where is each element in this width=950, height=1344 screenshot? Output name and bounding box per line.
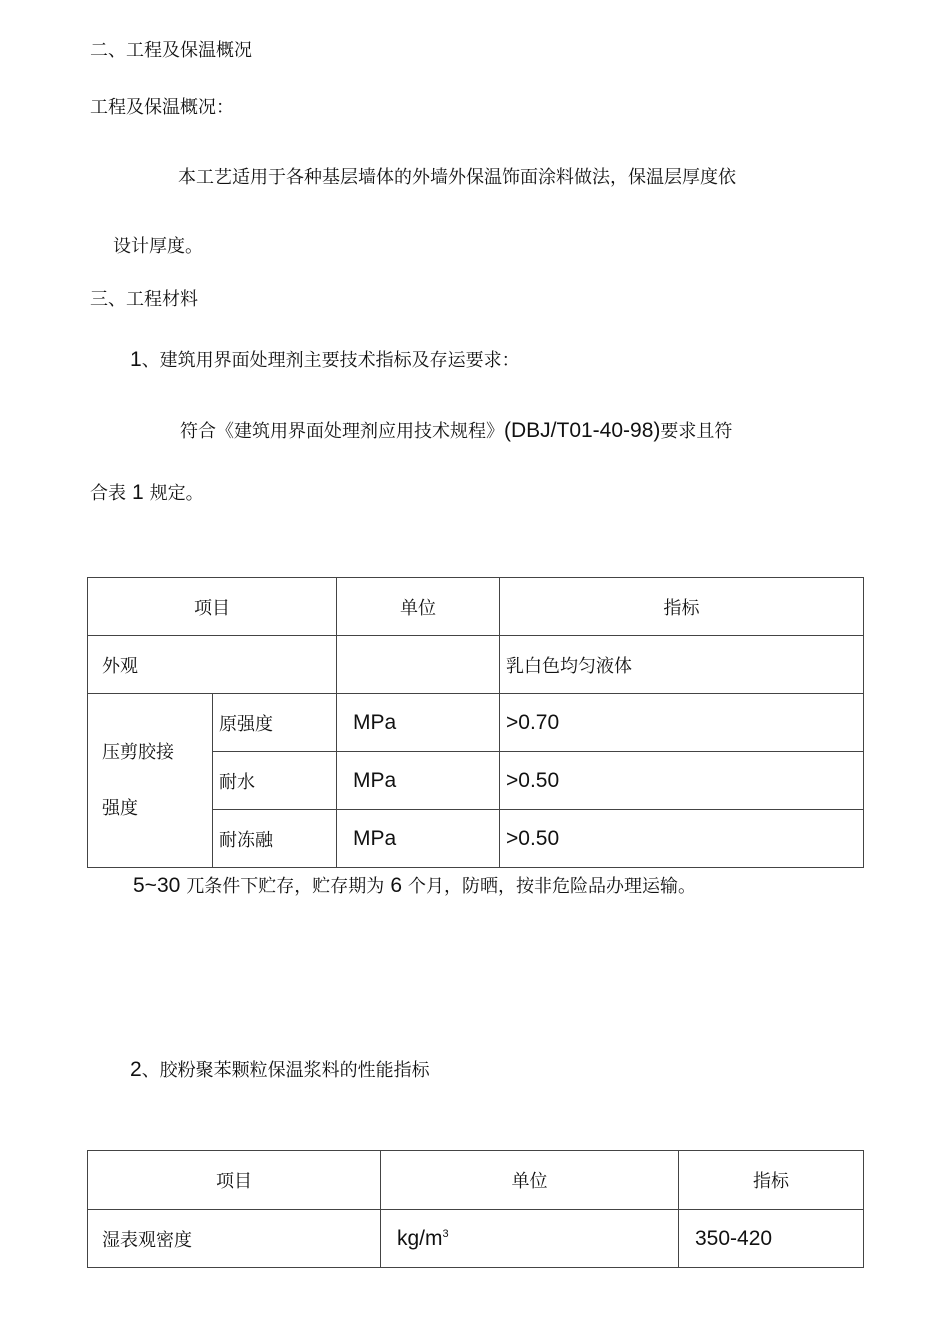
table-row: [88, 636, 864, 694]
paragraph-standard-line-1: [180, 420, 732, 441]
paragraph-scope-line-1: 本工艺适用于各种基层墙体的外墙外保温饰面涂料做法，保温层厚度依: [178, 167, 736, 188]
table-row: [88, 694, 864, 752]
standard-line2-b: 规定。: [149, 483, 204, 504]
heading-section-2: 二、工程及保温概况: [90, 40, 252, 61]
row-appearance-item: 外观: [88, 636, 337, 694]
unit-superscript: 3: [442, 1227, 449, 1240]
header-unit: 单位: [337, 578, 500, 636]
item-2-text: 、胶粉聚苯颗粒保温浆料的性能指标: [141, 1060, 430, 1081]
header-item: 项目: [88, 578, 337, 636]
storage-note: [133, 875, 696, 896]
table-number: 1: [132, 481, 144, 504]
item-2-heading: [130, 1059, 430, 1080]
item-2-number: 2: [130, 1058, 142, 1081]
header-unit: 单位: [381, 1151, 679, 1210]
group-label-line-2: 强度: [102, 797, 138, 819]
unit-base: kg/m: [397, 1226, 443, 1250]
row-density-unit: [381, 1210, 679, 1268]
storage-months: 6: [390, 874, 402, 897]
value-cell: >0.70: [500, 694, 864, 752]
value-cell: >0.50: [500, 752, 864, 810]
row-density-item: 湿表观密度: [88, 1210, 381, 1268]
item-1-text: 、建筑用界面处理剂主要技术指标及存运要求：: [141, 350, 520, 371]
table-header-row: [88, 578, 864, 636]
paragraph-scope-line-2: 设计厚度。: [113, 236, 203, 257]
unit-cell: MPa: [337, 694, 500, 752]
item-1-number: 1: [130, 348, 142, 371]
header-item: 项目: [88, 1151, 381, 1210]
row-appearance-value: 乳白色均匀液体: [500, 636, 864, 694]
row-density-value: 350-420: [679, 1210, 864, 1268]
sub-item: 耐水: [213, 752, 337, 810]
storage-text-c: 个月，防晒，按非危险品办理运输。: [408, 876, 696, 897]
standard-text-a: 符合《建筑用界面处理剂应用技术规程》: [180, 421, 504, 442]
interface-agent-table: [87, 577, 864, 868]
group-label-cell: [88, 694, 213, 868]
table-row: [88, 1210, 864, 1268]
sub-item: 耐冻融: [213, 810, 337, 868]
storage-text-b: 兀条件下贮存，贮存期为: [186, 876, 385, 897]
header-index: 指标: [500, 578, 864, 636]
heading-section-2-label: 工程及保温概况：: [90, 97, 234, 118]
table-header-row: [88, 1151, 864, 1210]
unit-cell: MPa: [337, 810, 500, 868]
standard-code: (DBJ/T01-40-98): [504, 419, 661, 442]
row-appearance-unit: [337, 636, 500, 694]
storage-temp-range: 5~30: [133, 874, 181, 897]
paragraph-standard-line-2: [90, 482, 204, 503]
standard-text-c: 要求且符: [660, 421, 733, 442]
standard-line2-a: 合表: [90, 483, 126, 504]
item-1-heading: [130, 349, 520, 370]
value-cell: >0.50: [500, 810, 864, 868]
group-label-line-1: 压剪胶接: [102, 741, 174, 763]
insulation-mortar-table: [87, 1150, 864, 1268]
unit-cell: MPa: [337, 752, 500, 810]
sub-item: 原强度: [213, 694, 337, 752]
heading-section-3: 三、工程材料: [90, 289, 198, 310]
header-index: 指标: [679, 1151, 864, 1210]
